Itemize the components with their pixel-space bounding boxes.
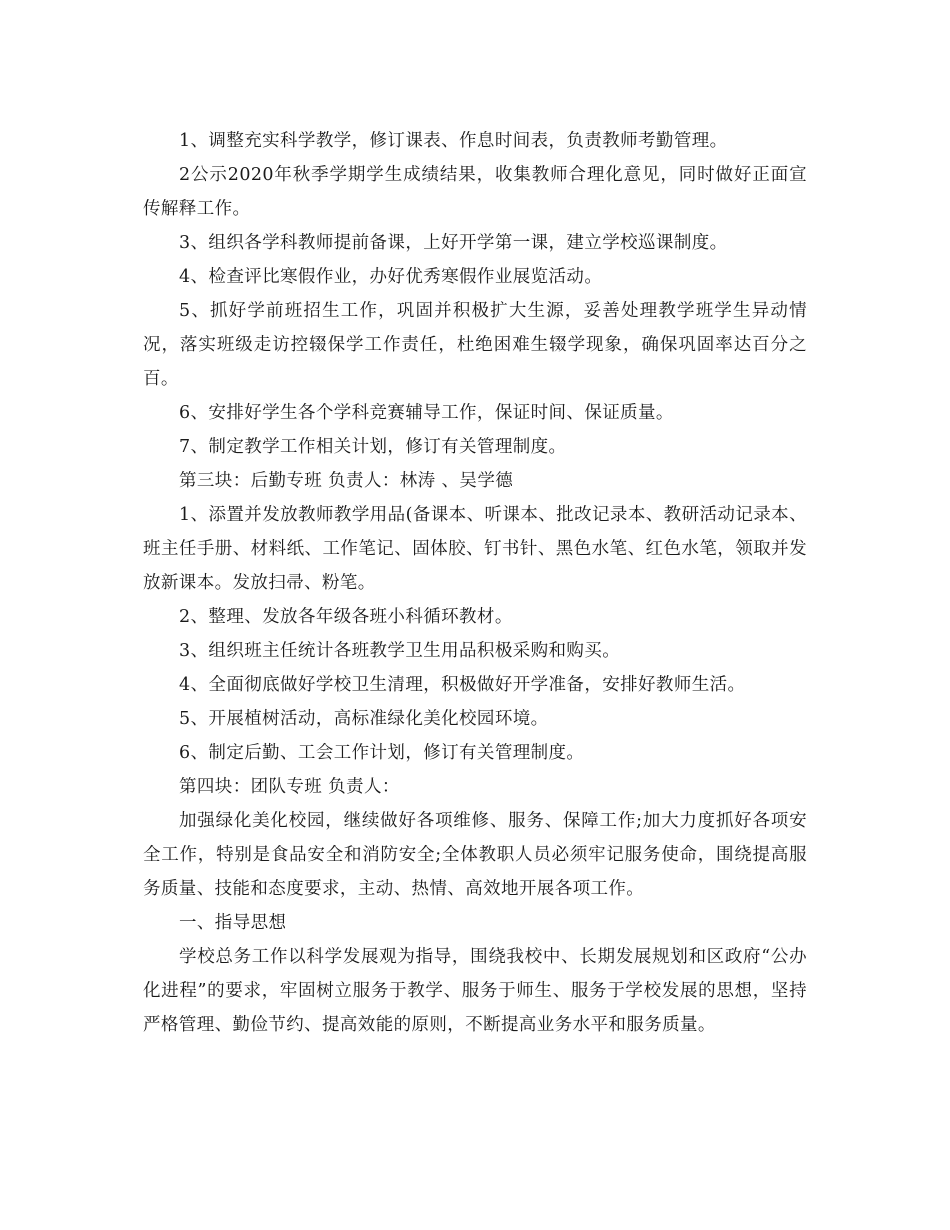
paragraph-1: 1、调整充实科学教学，修订课表、作息时间表，负责教师考勤管理。 [179,131,728,151]
paragraph-5: 5、抓好学前班招生工作，巩固并积极扩大生源，妥善处理教学班学生异动情况，落实班级走访控辍保学工作责任，杜绝困难生辍学现象，确保巩固率达百分之百。 [143,301,807,389]
paragraph-14: 6、制定后勤、工会工作计划，修订有关管理制度。 [179,743,585,763]
section-heading-team: 第四块：团队专班 负责人： [179,777,400,797]
document-body [143,124,807,1042]
paragraph-12: 4、全面彻底做好学校卫生清理，积极做好开学准备，安排好教师生活。 [179,675,746,695]
paragraph-13: 5、开展植树活动，高标准绿化美化校园环境。 [179,709,549,729]
paragraph-7: 7、制定教学工作相关计划，修订有关管理制度。 [179,437,567,457]
paragraph-9: 1、添置并发放教师教学用品(备课本、听课本、批改记录本、教研活动记录本、班主任手册、材料纸、工作笔记、固体胶、钉书针、黑色水笔、红色水笔，领取并发放新课本。发放扫帚、粉笔。 [143,505,807,593]
paragraph-11: 3、组织班主任统计各班教学卫生用品积极采购和购买。 [179,641,621,661]
paragraph-10: 2、整理、发放各年级各班小科循环教材。 [179,607,513,627]
paragraph-2: 2公示2020年秋季学期学生成绩结果，收集教师合理化意见，同时做好正面宣传解释工作。 [143,165,807,219]
section-heading-logistics: 第三块：后勤专班 负责人：林涛 、吴学德 [179,471,514,491]
paragraph-4: 4、检查评比寒假作业，办好优秀寒假作业展览活动。 [179,267,603,287]
paragraph-16: 加强绿化美化校园，继续做好各项维修、服务、保障工作;加大力度抓好各项安全工作，特别是食品安全和消防安全;全体教职人员必须牢记服务使命，围绕提高服务质量、技能和态度要求，主动、热情、高效地开展各项工作。 [143,811,807,899]
paragraph-3: 3、组织各学科教师提前备课，上好开学第一课，建立学校巡课制度。 [179,233,728,253]
paragraph-6: 6、安排好学生各个学科竞赛辅导工作，保证时间、保证质量。 [179,403,674,423]
section-heading-guiding-ideology: 一、指导思想 [179,913,287,933]
paragraph-18: 学校总务工作以科学发展观为指导，围绕我校中、长期发展规划和区政府“公办化进程”的要求，牢固树立服务于教学、服务于师生、服务于学校发展的思想，坚持严格管理、勤俭节约、提高效能的原则，不断提高业务水平和服务质量。 [143,947,807,1035]
